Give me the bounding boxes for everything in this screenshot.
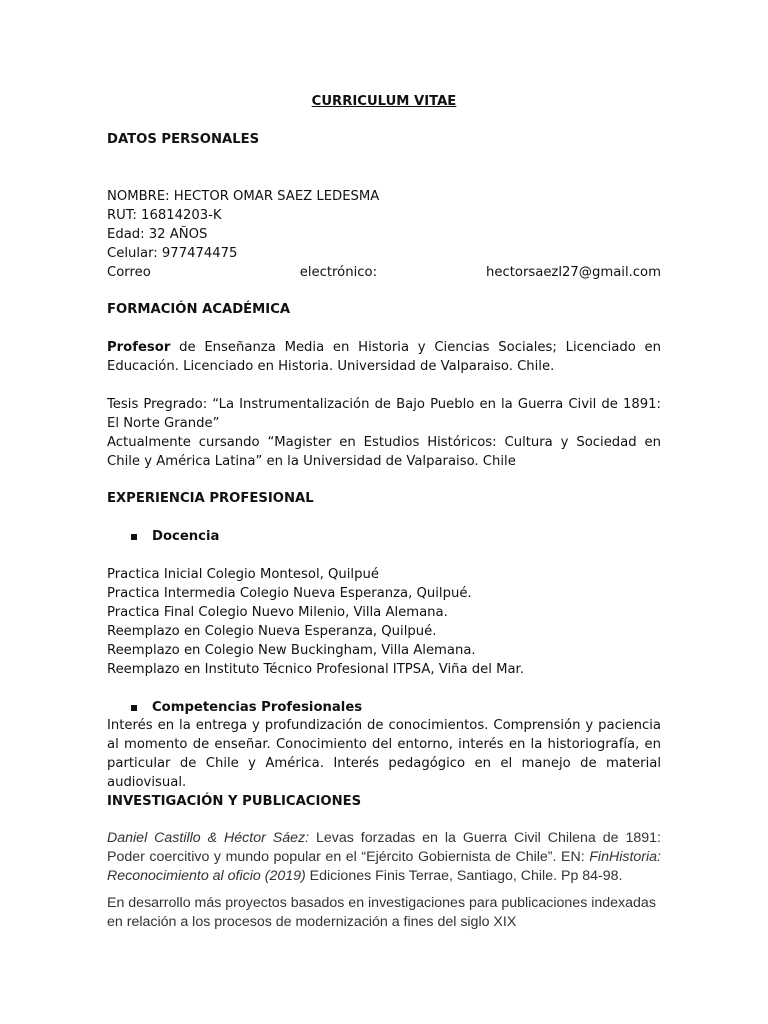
- profesor-bold: Profesor: [107, 340, 171, 355]
- competencias-paragraph: Interés en la entrega y profundización de conocimientos. Comprensión y paciencia al momento de enseñar. Conocimiento del entorno, interés en la historiografía, en particular de Chile y América. Interés pedagógico en el manejo de material audiovisual.: [107, 718, 661, 790]
- square-bullet-icon: [131, 534, 137, 540]
- list-item: Practica Inicial Colegio Montesol, Quilpué: [107, 567, 379, 582]
- desarrollo-paragraph: En desarrollo más proyectos basados en investigaciones para publicaciones indexadas en relación a los procesos de modernización a fines del siglo XIX: [107, 895, 656, 930]
- list-item: Practica Intermedia Colegio Nueva Esperanza, Quilpué.: [107, 586, 472, 601]
- correo-label: Correo: [107, 265, 151, 280]
- profesor-rest: de Enseñanza Media en Historia y Ciencias Sociales; Licenciado en Educación. Licenciado en Historia. Universidad de Valparaiso. Chile.: [107, 340, 661, 374]
- list-item: Reemplazo en Colegio New Buckingham, Villa Alemana.: [107, 643, 476, 658]
- magister-paragraph: Actualmente cursando “Magister en Estudios Históricos: Cultura y Sociedad en Chile y América Latina” en la Universidad de Valparaiso. Chile: [107, 435, 661, 469]
- document-title: CURRICULUM VITAE: [311, 94, 457, 109]
- section-heading-experiencia: EXPERIENCIA PROFESIONAL: [107, 491, 314, 506]
- docencia-label: Docencia: [152, 529, 220, 544]
- personal-data-block: [107, 187, 661, 282]
- competencias-subheading: [131, 698, 362, 717]
- section-heading-formacion: FORMACIÓN ACADÉMICA: [107, 302, 291, 317]
- correo-row: [107, 263, 661, 282]
- nombre: NOMBRE: HECTOR OMAR SAEZ LEDESMA: [107, 189, 380, 204]
- list-item: Practica Final Colegio Nuevo Milenio, Villa Alemana.: [107, 605, 448, 620]
- tesis-paragraph: Tesis Pregrado: “La Instrumentalización de Bajo Pueblo en la Guerra Civil de 1891: El Norte Grande”: [107, 397, 661, 431]
- edad: Edad: 32 AÑOS: [107, 227, 208, 242]
- list-item: Reemplazo en Colegio Nueva Esperanza, Quilpué.: [107, 624, 437, 639]
- competencias-label: Competencias Profesionales: [152, 700, 363, 715]
- pub-authors: Daniel Castillo & Héctor Sáez:: [107, 830, 310, 846]
- publication-paragraph: [107, 829, 661, 886]
- docencia-subheading: [131, 527, 219, 546]
- pub-text-1: Levas forzadas en la Guerra Civil Chilena de 1891: Poder coercitivo y mundo popular en el “Ejército Gobiernista de Chile”. EN:: [107, 830, 661, 865]
- pub-text-2: Ediciones Finis Terrae, Santiago, Chile. Pp 84-98.: [305, 868, 623, 884]
- list-item: Reemplazo en Instituto Técnico Profesional ITPSA, Viña del Mar.: [107, 662, 524, 677]
- profesor-paragraph: [107, 338, 661, 376]
- pub-book: FinHistoria: Reconocimiento al oficio (2019): [107, 849, 661, 884]
- square-bullet-icon: [131, 705, 137, 711]
- section-heading-investigacion: INVESTIGACIÓN Y PUBLICACIONES: [107, 794, 362, 809]
- section-heading-datos-personales: DATOS PERSONALES: [107, 132, 260, 147]
- correo-mid: electrónico:: [299, 265, 378, 280]
- celular: Celular: 977474475: [107, 246, 238, 261]
- rut: RUT: 16814203-K: [107, 208, 222, 223]
- docencia-list: [107, 565, 661, 679]
- correo-value[interactable]: hectorsaezl27@gmail.com: [485, 265, 661, 280]
